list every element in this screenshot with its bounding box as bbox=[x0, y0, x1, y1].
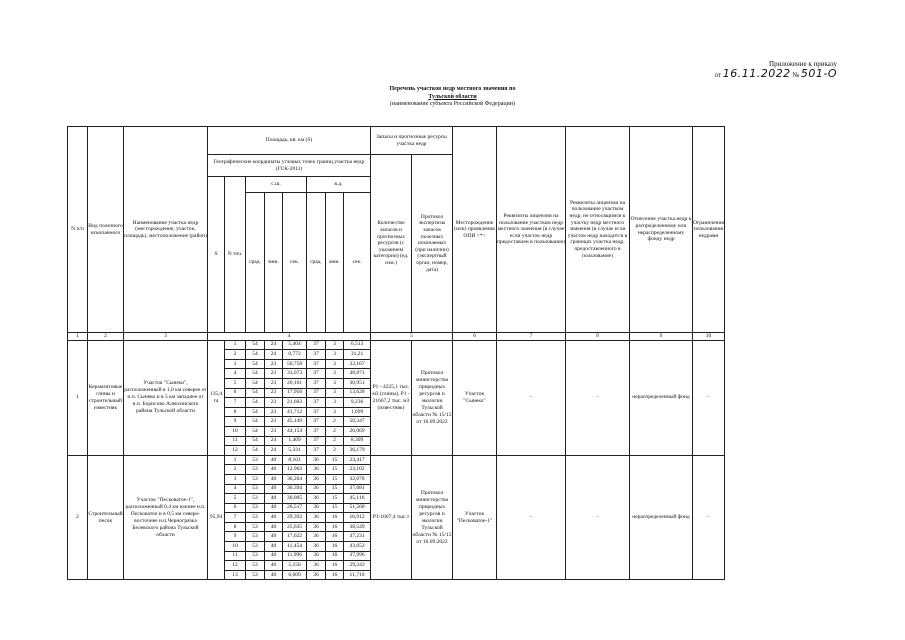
site-restrictions: - bbox=[693, 340, 725, 455]
lat-min: 40 bbox=[265, 570, 283, 580]
point-number: 3 bbox=[225, 359, 246, 369]
lat-deg: 53 bbox=[246, 474, 265, 484]
lat-min: 23 bbox=[265, 426, 283, 436]
lon-min: 16 bbox=[326, 513, 344, 523]
lon-deg: 37 bbox=[307, 426, 326, 436]
col-number: 10 bbox=[693, 333, 725, 341]
lat-deg: 53 bbox=[246, 484, 265, 494]
point-number: 4 bbox=[225, 484, 246, 494]
point-number: 12 bbox=[225, 561, 246, 571]
lat-min: 23 bbox=[265, 378, 283, 388]
title-line3: (наименование субъекта Российской Федерации) bbox=[389, 101, 516, 107]
lat-sec: 1,409 bbox=[283, 436, 307, 446]
header-min: мин. bbox=[265, 193, 283, 333]
header-rekv: Реквизиты лицензии на пользование участком недр местного значения (в случае если участок недр предоставлен в пользование) bbox=[497, 127, 566, 333]
title-line1: Перечень участков недр местного значения по bbox=[389, 86, 516, 92]
lat-min: 23 bbox=[265, 388, 283, 398]
lon-sec: 16,912 bbox=[344, 513, 371, 523]
site-mineral-type: Строительный песок bbox=[88, 455, 124, 580]
lon-min: 15 bbox=[326, 503, 344, 513]
lon-deg: 37 bbox=[307, 407, 326, 417]
site-number: 2 bbox=[68, 455, 88, 580]
lat-sec: 41,712 bbox=[283, 407, 307, 417]
header-rekv2: Реквизиты лицензии на пользование участком недр, не относящимся к участку недр местного значения (в случае если участок недр находится в границах участка недр, предоставленного в пользование) bbox=[566, 127, 630, 333]
col-number: 3 bbox=[124, 333, 208, 341]
lon-min: 16 bbox=[326, 532, 344, 542]
point-number: 3 bbox=[225, 474, 246, 484]
site-area: 135,4 га bbox=[208, 340, 225, 455]
lon-sec: 6,513 bbox=[344, 340, 371, 350]
lon-min: 16 bbox=[326, 551, 344, 561]
col-number: 1 bbox=[68, 333, 88, 341]
lon-sec: 11,710 bbox=[344, 570, 371, 580]
lat-min: 40 bbox=[265, 494, 283, 504]
site-number: 1 bbox=[68, 340, 88, 455]
lon-sec: 37,681 bbox=[344, 484, 371, 494]
lat-sec: 20,161 bbox=[283, 378, 307, 388]
lat-sec: 17,956 bbox=[283, 388, 307, 398]
lon-deg: 37 bbox=[307, 340, 326, 350]
lon-sec: 31,21 bbox=[344, 350, 371, 360]
lon-deg: 36 bbox=[307, 561, 326, 571]
lat-sec: 5,404 bbox=[283, 340, 307, 350]
header-geo: Географические координаты угловых точек границ участка недр (ГСК-2011) bbox=[208, 155, 371, 177]
lat-deg: 54 bbox=[246, 426, 265, 436]
lon-min: 3 bbox=[326, 398, 344, 408]
lon-min: 3 bbox=[326, 359, 344, 369]
lat-deg: 53 bbox=[246, 494, 265, 504]
lon-min: 16 bbox=[326, 561, 344, 571]
lat-deg: 54 bbox=[246, 388, 265, 398]
point-number: 12 bbox=[225, 446, 246, 456]
header-sek2: сек. bbox=[344, 193, 371, 333]
site-restrictions: - bbox=[693, 455, 725, 580]
lat-deg: 54 bbox=[246, 369, 265, 379]
lat-sec: 6,609 bbox=[283, 570, 307, 580]
lat-sec: 45,149 bbox=[283, 417, 307, 427]
appendix-line1: Приложение к приказу bbox=[769, 60, 837, 68]
lat-min: 40 bbox=[265, 503, 283, 513]
header-sh: с.ш. bbox=[246, 177, 307, 193]
point-number: 1 bbox=[225, 340, 246, 350]
lat-min: 24 bbox=[265, 340, 283, 350]
lat-min: 40 bbox=[265, 484, 283, 494]
lat-sec: 30,005 bbox=[283, 494, 307, 504]
point-number: 13 bbox=[225, 570, 246, 580]
lon-sec: 9,236 bbox=[344, 398, 371, 408]
lat-deg: 54 bbox=[246, 340, 265, 350]
point-number: 11 bbox=[225, 551, 246, 561]
lon-min: 3 bbox=[326, 369, 344, 379]
lat-deg: 53 bbox=[246, 561, 265, 571]
lat-deg: 54 bbox=[246, 417, 265, 427]
lon-deg: 36 bbox=[307, 474, 326, 484]
lon-deg: 37 bbox=[307, 417, 326, 427]
lon-sec: 8,309 bbox=[344, 436, 371, 446]
lon-deg: 36 bbox=[307, 542, 326, 552]
lon-sec: 47,231 bbox=[344, 532, 371, 542]
header-min2: мин. bbox=[326, 193, 344, 333]
lat-deg: 53 bbox=[246, 465, 265, 475]
document-title bbox=[0, 86, 905, 109]
lon-deg: 37 bbox=[307, 350, 326, 360]
lon-sec: 38,549 bbox=[344, 522, 371, 532]
lat-min: 40 bbox=[265, 542, 283, 552]
lat-sec: 11,454 bbox=[283, 542, 307, 552]
header-vd: в.д. bbox=[307, 177, 371, 193]
point-number: 8 bbox=[225, 522, 246, 532]
lat-sec: 21,603 bbox=[283, 398, 307, 408]
lat-sec: 33,073 bbox=[283, 369, 307, 379]
lat-deg: 54 bbox=[246, 436, 265, 446]
point-number: 10 bbox=[225, 426, 246, 436]
lat-deg: 54 bbox=[246, 407, 265, 417]
lon-min: 15 bbox=[326, 484, 344, 494]
lat-min: 40 bbox=[265, 551, 283, 561]
lat-min: 23 bbox=[265, 359, 283, 369]
header-zapasy: Запасы и прогнозные ресурсы участка недр bbox=[371, 127, 453, 155]
header-np: N п/п bbox=[68, 127, 88, 333]
lon-min: 15 bbox=[326, 494, 344, 504]
lat-deg: 54 bbox=[246, 350, 265, 360]
col-number: 8 bbox=[566, 333, 630, 341]
lon-min: 16 bbox=[326, 542, 344, 552]
lon-deg: 37 bbox=[307, 398, 326, 408]
site-license: - bbox=[497, 455, 566, 580]
lat-min: 40 bbox=[265, 522, 283, 532]
lon-deg: 36 bbox=[307, 513, 326, 523]
lat-sec: 11,996 bbox=[283, 551, 307, 561]
lon-min: 2 bbox=[326, 426, 344, 436]
lat-min: 40 bbox=[265, 532, 283, 542]
lon-min: 2 bbox=[326, 417, 344, 427]
lon-min: 16 bbox=[326, 570, 344, 580]
point-number: 1 bbox=[225, 455, 246, 465]
col-number: 2 bbox=[88, 333, 124, 341]
lat-sec: 12,963 bbox=[283, 465, 307, 475]
lat-deg: 53 bbox=[246, 542, 265, 552]
lat-deg: 54 bbox=[246, 378, 265, 388]
lon-deg: 36 bbox=[307, 570, 326, 580]
header-ogr: Ограничения пользования недрами bbox=[693, 127, 725, 333]
col-number: 6 bbox=[453, 333, 497, 341]
lat-deg: 53 bbox=[246, 503, 265, 513]
lon-sec: 45,116 bbox=[344, 494, 371, 504]
lat-sec: 50,758 bbox=[283, 359, 307, 369]
point-number: 4 bbox=[225, 369, 246, 379]
lat-min: 23 bbox=[265, 417, 283, 427]
point-number: 6 bbox=[225, 388, 246, 398]
lat-sec: 5,156 bbox=[283, 561, 307, 571]
lon-deg: 36 bbox=[307, 503, 326, 513]
lat-min: 40 bbox=[265, 455, 283, 465]
lat-sec: 36,264 bbox=[283, 474, 307, 484]
site-license-other: - bbox=[566, 340, 630, 455]
site-protocol: Протокол министерства природных ресурсов и экологии Тульской области № 15/15 от 16.09.2022 bbox=[412, 340, 453, 455]
title-line2: Тульской области bbox=[428, 93, 477, 100]
lat-deg: 54 bbox=[246, 398, 265, 408]
col-number: 5 bbox=[371, 333, 453, 341]
lat-sec: 36,394 bbox=[283, 484, 307, 494]
lat-min: 40 bbox=[265, 474, 283, 484]
header-kol: Количество запасов и прогнозных ресурсов (с указанием категории) (ед. изм.) bbox=[371, 155, 412, 333]
point-number: 7 bbox=[225, 398, 246, 408]
site-license: - bbox=[497, 340, 566, 455]
lat-min: 40 bbox=[265, 561, 283, 571]
lon-min: 2 bbox=[326, 436, 344, 446]
point-number: 10 bbox=[225, 542, 246, 552]
header-ntoch: N точ. bbox=[225, 177, 246, 333]
header-fond: Отнесение участка недр к распределенному или нераспределенному фонду недр bbox=[630, 127, 693, 333]
lat-min: 40 bbox=[265, 513, 283, 523]
appendix-line2 bbox=[714, 69, 837, 80]
lat-min: 24 bbox=[265, 436, 283, 446]
lon-sec: 29,243 bbox=[344, 561, 371, 571]
appendix-block bbox=[714, 60, 837, 80]
lon-sec: 32,078 bbox=[344, 474, 371, 484]
col-number: 7 bbox=[497, 333, 566, 341]
lon-deg: 36 bbox=[307, 494, 326, 504]
lat-deg: 54 bbox=[246, 359, 265, 369]
lon-min: 3 bbox=[326, 388, 344, 398]
lon-sec: 37,996 bbox=[344, 551, 371, 561]
appendix-number-handwritten: 501-О bbox=[800, 67, 837, 80]
lon-deg: 36 bbox=[307, 522, 326, 532]
lat-deg: 53 bbox=[246, 522, 265, 532]
lon-min: 15 bbox=[326, 455, 344, 465]
site-area: 95,94 bbox=[208, 455, 225, 580]
appendix-date-prefix: от bbox=[714, 71, 721, 79]
site-name: Участок "Песковатое-1", расположенный 0,4 км южнее н.п. Песковатое и в 0,5 км северо-восточнее н.п.Черногрязка Белевского района Тульской области bbox=[124, 455, 208, 580]
lon-deg: 37 bbox=[307, 378, 326, 388]
lon-sec: 33,167 bbox=[344, 359, 371, 369]
lon-min: 3 bbox=[326, 378, 344, 388]
lat-sec: 8,101 bbox=[283, 455, 307, 465]
lon-min: 3 bbox=[326, 340, 344, 350]
lon-deg: 36 bbox=[307, 465, 326, 475]
lat-deg: 53 bbox=[246, 532, 265, 542]
lat-sec: 25,635 bbox=[283, 522, 307, 532]
lon-sec: 1,699 bbox=[344, 407, 371, 417]
appendix-date-handwritten: 16.11.2022 bbox=[722, 67, 791, 80]
lon-min: 16 bbox=[326, 522, 344, 532]
lat-min: 23 bbox=[265, 407, 283, 417]
lon-sec: 51,568 bbox=[344, 503, 371, 513]
lon-deg: 36 bbox=[307, 532, 326, 542]
point-number: 5 bbox=[225, 494, 246, 504]
lon-min: 15 bbox=[326, 474, 344, 484]
lat-deg: 53 bbox=[246, 513, 265, 523]
lon-deg: 37 bbox=[307, 359, 326, 369]
header-s: S bbox=[208, 177, 225, 333]
lat-sec: 26,517 bbox=[283, 503, 307, 513]
header-mest: Месторождение (или) проявления ОПИ <*> bbox=[453, 127, 497, 333]
lon-deg: 37 bbox=[307, 446, 326, 456]
lat-sec: 5,331 bbox=[283, 446, 307, 456]
site-fund: нераспределенный фонд bbox=[630, 455, 693, 580]
site-deposit: Участок "Сынеко" bbox=[453, 340, 497, 455]
lon-sec: 43,652 bbox=[344, 542, 371, 552]
lon-min: 3 bbox=[326, 350, 344, 360]
sites-table bbox=[67, 126, 725, 580]
lat-min: 40 bbox=[265, 465, 283, 475]
point-number: 7 bbox=[225, 513, 246, 523]
lat-deg: 54 bbox=[246, 446, 265, 456]
table-row bbox=[68, 455, 725, 465]
header-sek: сек. bbox=[283, 193, 307, 333]
appendix-num-prefix: № bbox=[792, 71, 800, 79]
lon-min: 2 bbox=[326, 446, 344, 456]
lon-sec: 26,069 bbox=[344, 426, 371, 436]
col-number: 9 bbox=[630, 333, 693, 341]
lon-deg: 36 bbox=[307, 551, 326, 561]
site-deposit: Участок "Песковатое-1" bbox=[453, 455, 497, 580]
point-number: 8 bbox=[225, 407, 246, 417]
lat-sec: 0,772 bbox=[283, 350, 307, 360]
lat-min: 23 bbox=[265, 369, 283, 379]
lon-deg: 37 bbox=[307, 388, 326, 398]
site-reserves: P1 - 4225,1 тыс. м3 (глины), P1 - 21667,2 тыс. м3 (известняк) bbox=[371, 340, 412, 455]
point-number: 6 bbox=[225, 503, 246, 513]
header-grad2: град. bbox=[307, 193, 326, 333]
point-number: 2 bbox=[225, 350, 246, 360]
lat-sec: 17,622 bbox=[283, 532, 307, 542]
lat-deg: 53 bbox=[246, 551, 265, 561]
header-protokol: Протокол экспертизы запасов полезных ископаемых (при наличии) (экспертный орган, номер, дата) bbox=[412, 155, 453, 333]
lat-min: 23 bbox=[265, 398, 283, 408]
lon-sec: 30,951 bbox=[344, 378, 371, 388]
lat-deg: 53 bbox=[246, 570, 265, 580]
lon-sec: 48,871 bbox=[344, 369, 371, 379]
lon-sec: 23,102 bbox=[344, 465, 371, 475]
site-name: Участок "Сынеко", расположенный в 1,0 км северее от н.п. Сынеко и в 5 км западнее от н.п. Борисово Алексинского района Тульской области bbox=[124, 340, 208, 455]
table-row bbox=[68, 340, 725, 350]
lon-sec: 23,417 bbox=[344, 455, 371, 465]
header-area: Площадь, кв. км (S) bbox=[208, 127, 371, 155]
lon-sec: 36,179 bbox=[344, 446, 371, 456]
site-reserves: P1-1007,4 тыс.т bbox=[371, 455, 412, 580]
lat-min: 24 bbox=[265, 446, 283, 456]
header-name: Наименование участка недр (месторождение, участок, площадь), местоположение (район) bbox=[124, 127, 208, 333]
lon-deg: 37 bbox=[307, 369, 326, 379]
lon-deg: 36 bbox=[307, 455, 326, 465]
site-mineral-type: Керамзитовые глины и строительный известняк bbox=[88, 340, 124, 455]
point-number: 11 bbox=[225, 436, 246, 446]
site-fund: нераспределенный фонд bbox=[630, 340, 693, 455]
lat-deg: 53 bbox=[246, 455, 265, 465]
site-license-other: - bbox=[566, 455, 630, 580]
lat-min: 24 bbox=[265, 350, 283, 360]
point-number: 9 bbox=[225, 417, 246, 427]
lon-min: 3 bbox=[326, 407, 344, 417]
point-number: 9 bbox=[225, 532, 246, 542]
lon-min: 15 bbox=[326, 465, 344, 475]
col-number: 4 bbox=[208, 333, 371, 341]
lon-sec: 50,347 bbox=[344, 417, 371, 427]
lat-sec: 44,154 bbox=[283, 426, 307, 436]
header-vid: Вид полезного ископаемого bbox=[88, 127, 124, 333]
point-number: 2 bbox=[225, 465, 246, 475]
point-number: 5 bbox=[225, 378, 246, 388]
header-grad: град. bbox=[246, 193, 265, 333]
lat-sec: 29,392 bbox=[283, 513, 307, 523]
lon-deg: 36 bbox=[307, 484, 326, 494]
site-protocol: Протокол министерства природных ресурсов и экологии Тульской области № 15/15 от 16.09.2022 bbox=[412, 455, 453, 580]
lon-deg: 37 bbox=[307, 436, 326, 446]
lon-sec: 13,628 bbox=[344, 388, 371, 398]
